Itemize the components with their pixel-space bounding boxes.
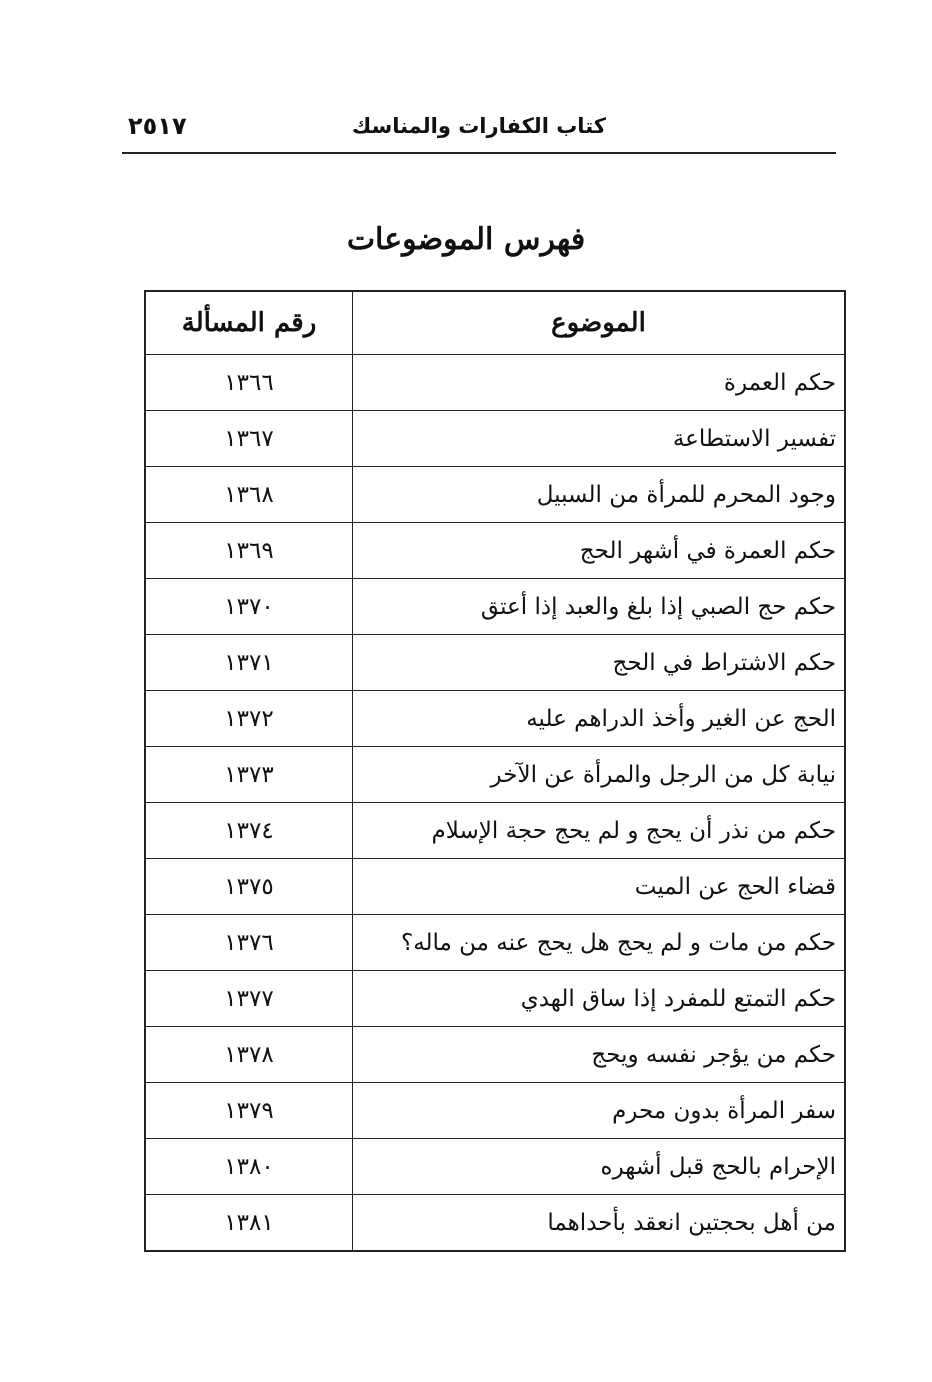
number-cell: ١٣٧٦	[145, 915, 353, 971]
topic-column-header: الموضوع	[353, 291, 846, 355]
table-row	[145, 579, 845, 635]
number-cell: ١٣٧٥	[145, 859, 353, 915]
table-header-row	[145, 291, 845, 355]
topic-cell: حكم العمرة	[353, 355, 846, 411]
index-table	[144, 290, 846, 1252]
number-cell: ١٣٦٧	[145, 411, 353, 467]
index-title: فهرس الموضوعات	[346, 222, 586, 257]
table-row	[145, 803, 845, 859]
number-cell: ١٣٧٨	[145, 1027, 353, 1083]
number-cell: ١٣٨١	[145, 1195, 353, 1252]
table-row	[145, 691, 845, 747]
number-cell: ١٣٧٠	[145, 579, 353, 635]
number-cell: ١٣٧٩	[145, 1083, 353, 1139]
table-row	[145, 467, 845, 523]
table-row	[145, 859, 845, 915]
topic-cell: حكم العمرة في أشهر الحج	[353, 523, 846, 579]
number-cell: ١٣٧١	[145, 635, 353, 691]
table-row	[145, 915, 845, 971]
table-row	[145, 1195, 845, 1252]
topic-cell: نيابة كل من الرجل والمرأة عن الآخر	[353, 747, 846, 803]
topic-cell: حكم حج الصبي إذا بلغ والعبد إذا أعتق	[353, 579, 846, 635]
table-row	[145, 1083, 845, 1139]
page-number: ٢٥١٧	[128, 112, 187, 140]
number-cell: ١٣٦٦	[145, 355, 353, 411]
topic-cell: حكم من نذر أن يحج و لم يحج حجة الإسلام	[353, 803, 846, 859]
topic-cell: وجود المحرم للمرأة من السبيل	[353, 467, 846, 523]
table-row	[145, 1027, 845, 1083]
topic-cell: من أهل بحجتين انعقد بأحداهما	[353, 1195, 846, 1252]
number-cell: ١٣٨٠	[145, 1139, 353, 1195]
number-cell: ١٣٧٤	[145, 803, 353, 859]
topic-cell: حكم من مات و لم يحج هل يحج عنه من ماله؟	[353, 915, 846, 971]
topic-cell: حكم الاشتراط في الحج	[353, 635, 846, 691]
topic-cell: الإحرام بالحج قبل أشهره	[353, 1139, 846, 1195]
table-row	[145, 635, 845, 691]
topic-cell: تفسير الاستطاعة	[353, 411, 846, 467]
table-row	[145, 411, 845, 467]
number-cell: ١٣٦٨	[145, 467, 353, 523]
topic-cell: حكم من يؤجر نفسه ويحج	[353, 1027, 846, 1083]
book-title: كتاب الكفارات والمناسك	[352, 114, 606, 138]
topic-cell: قضاء الحج عن الميت	[353, 859, 846, 915]
table-row	[145, 971, 845, 1027]
table-row	[145, 1139, 845, 1195]
table-row	[145, 747, 845, 803]
table-row	[145, 523, 845, 579]
page-header	[122, 108, 836, 154]
topic-cell: الحج عن الغير وأخذ الدراهم عليه	[353, 691, 846, 747]
number-column-header: رقم المسألة	[145, 291, 353, 355]
number-cell: ١٣٧٣	[145, 747, 353, 803]
number-cell: ١٣٦٩	[145, 523, 353, 579]
number-cell: ١٣٧٢	[145, 691, 353, 747]
table-row	[145, 355, 845, 411]
topic-cell: حكم التمتع للمفرد إذا ساق الهدي	[353, 971, 846, 1027]
number-cell: ١٣٧٧	[145, 971, 353, 1027]
topic-cell: سفر المرأة بدون محرم	[353, 1083, 846, 1139]
